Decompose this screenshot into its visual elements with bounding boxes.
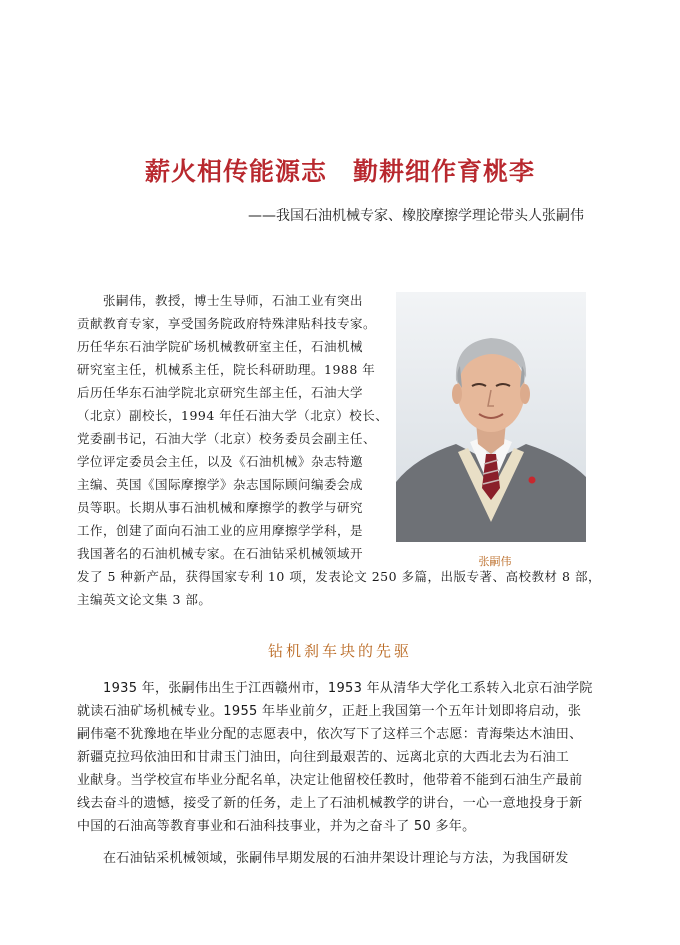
intro-line: 后历任华东石油学院北京研究生部主任，石油大学 [77,385,364,400]
body-line: 线去奋斗的遗憾，接受了新的任务，走上了石油机械教学的讲台，一心一意地投身于新 [77,796,583,811]
intro-line: 贡献教育专家，享受国务院政府特殊津贴科技专家。 [77,316,377,331]
section-heading: 钻机刹车块的先驱 [267,642,412,660]
intro-line: 主编、英国《国际摩擦学》杂志国际顾问编委会成 [77,477,364,492]
body-line: 嗣伟毫不犹豫地在毕业分配的志愿表中，依次写下了这样三个志愿：青海柴达木油田、 [77,727,583,742]
intro-line: 员等职。长期从事石油机械和摩擦学的教学与研究 [77,500,364,515]
body-line: 业献身。当学校宣布毕业分配名单，决定让他留校任教时，他带着不能到石油生产最前 [77,773,583,788]
intro-line: 张嗣伟，教授，博士生导师，石油工业有突出 [103,293,364,308]
intro-line: 党委副书记，石油大学（北京）校务委员会副主任、 [77,431,377,446]
body-line: 1935 年，张嗣伟出生于江西赣州市，1953 年从清华大学化工系转入北京石油学院 [103,681,593,696]
intro-line: 历任华东石油学院矿场机械教研室主任，石油机械 [77,339,364,354]
intro-line: 研究室主任，机械系主任，院长科研助理。1988 年 [77,362,376,377]
portrait-photo [396,292,586,542]
intro-line: 工作，创建了面向石油工业的应用摩擦学学科，是 [77,523,364,538]
article-title: 薪火相传能源志 勤耕细作育桃李 [144,157,535,186]
article-subtitle: ——我国石油机械专家、橡胶摩擦学理论带头人张嗣伟 [248,208,584,224]
intro-line: 学位评定委员会主任，以及《石油机械》杂志特邀 [77,454,364,469]
intro-line: 主编英文论文集 3 部。 [77,592,212,607]
body-line: 中国的石油高等教育事业和石油科技事业，并为之奋斗了 50 多年。 [77,819,476,834]
body-line: 新疆克拉玛依油田和甘肃玉门油田，向往到最艰苦的、远离北京的大西北去为石油工 [77,750,570,765]
photo-caption: 张嗣伟 [478,555,512,568]
intro-line: 发了 5 种新产品，获得国家专利 10 项，发表论文 250 多篇，出版专著、高校教材 8 部， [77,569,601,584]
intro-line: （北京）副校长，1994 年任石油大学（北京）校长、 [77,408,389,423]
intro-line: 我国著名的石油机械专家。在石油钻采机械领域开 [77,546,364,561]
body-line: 就读石油矿场机械专业。1955 年毕业前夕，正赶上我国第一个五年计划即将启动，张 [77,704,582,719]
body-line: 在石油钻采机械领域，张嗣伟早期发展的石油井架设计理论与方法，为我国研发 [103,851,569,866]
